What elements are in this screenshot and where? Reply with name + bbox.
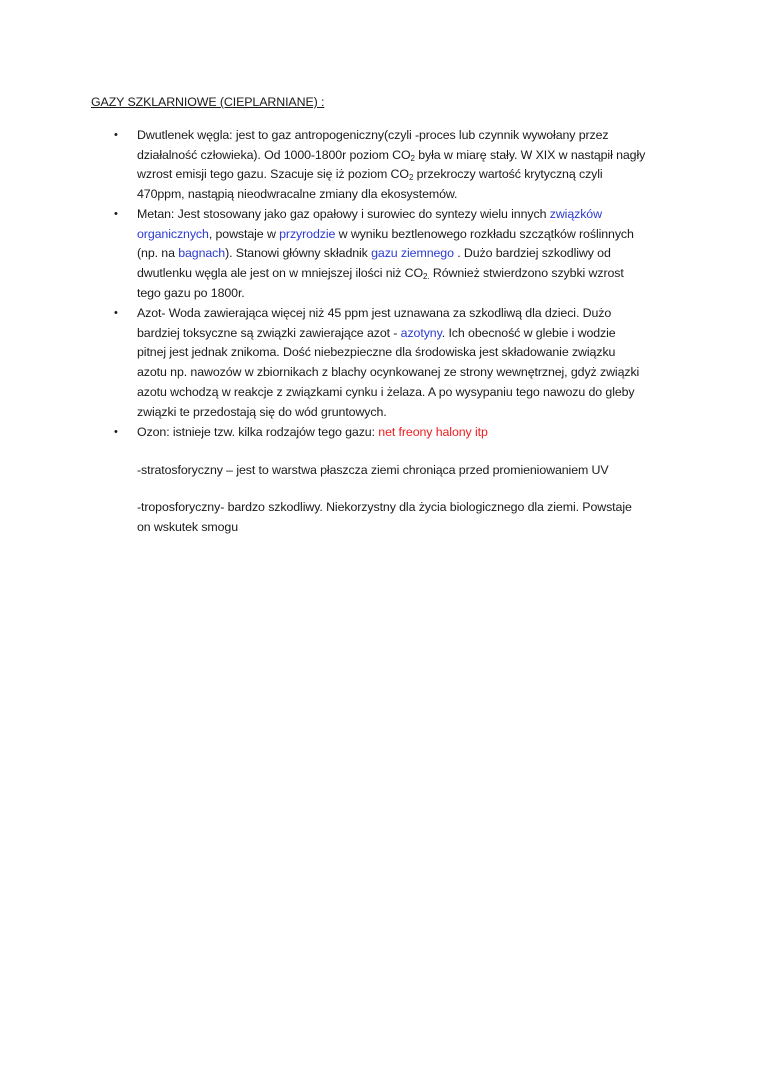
hyperlink[interactable]: gazu ziemnego xyxy=(371,246,454,261)
bullet-icon: • xyxy=(114,426,118,438)
text-line: działalność człowieka). Od 1000-1800r poziom $CO_2$ była w miarę stały. W XIX w nastąpił nagły xyxy=(137,147,646,163)
text-line: pitnej jest jednak znikoma. Dość niebezpieczne dla środowiska jest składowanie związku xyxy=(137,345,616,360)
text-line: tego gazu po 1800r. xyxy=(137,285,245,300)
subscript: 2 xyxy=(410,153,415,163)
text-line: wzrost emisji tego gazu. Szacuje się iż poziom $CO_2$ przekroczy wartość krytyczną czyli xyxy=(137,167,603,183)
hyperlink[interactable]: bagnach xyxy=(178,246,226,261)
hyperlink[interactable]: przyrodzie xyxy=(279,226,336,241)
bullet-icon: • xyxy=(114,129,118,141)
text-line: dwutlenku węgla ale jest on w mniejszej ilości niż $CO_{2.}$ Również stwierdzono szybki wzrost xyxy=(137,266,624,282)
subscript: 2. xyxy=(423,272,430,282)
bullet-icon: • xyxy=(114,307,118,319)
text-line: -troposforyczny- bardzo szkodliwy. Niekorzystny dla życia biologicznego dla ziemi. Powstaje xyxy=(137,500,632,514)
text-line: 470ppm, nastąpią nieodwracalne zmiany dla ekosystemów. xyxy=(137,187,458,202)
bullet-icon: • xyxy=(114,208,118,220)
document-title: GAZY SZKLARNIOWE (CIEPLARNIANE) : xyxy=(91,95,325,109)
text-line: organicznych, powstaje w przyrodzie w wyniku beztlenowego rozkładu szczątków roślinnych xyxy=(137,226,634,241)
text-line: -stratosforyczny – jest to warstwa płaszcza ziemi chroniąca przed promieniowaniem UV xyxy=(137,463,609,477)
subscript: 2 xyxy=(408,173,414,183)
text-line: Azot- Woda zawierająca więcej niż 45 ppm jest uznawana za szkodliwą dla dzieci. Dużo xyxy=(137,306,612,320)
text-line: Metan: Jest stosowany jako gaz opałowy i surowiec do syntezy wielu innych związków xyxy=(137,207,602,221)
red-note: net freony halony itp xyxy=(378,425,488,439)
text-line: on wskutek smogu xyxy=(137,519,239,534)
text-line: bardziej toksyczne są związki zawierające azot - azotyny. Ich obecność w glebie i wodzie xyxy=(137,325,616,340)
text-line: Dwutlenek węgla: jest to gaz antropogeniczny(czyli -proces lub czynnik wywołany przez xyxy=(137,128,609,142)
text-line: związki te przedostają się do wód gruntowych. xyxy=(137,404,387,419)
paragraph-troposforyczny xyxy=(137,498,632,537)
text-line: azotu np. nawozów w zbiornikach z blachy ocynkowanej ze strony wewnętrznej, gdyż związki xyxy=(137,365,640,380)
text-line: azotu wchodzą w reakcje z związkami cynku i żelaza. A po wysypaniu tego nawozu do gleby xyxy=(137,384,635,399)
paragraph-stratosforyczny xyxy=(137,461,609,481)
hyperlink[interactable]: azotyny xyxy=(400,325,442,340)
text-line: (np. na bagnach). Stanowi główny składnik gazu ziemnego . Dużo bardziej szkodliwy od xyxy=(137,246,611,261)
hyperlink[interactable]: związków xyxy=(549,207,602,221)
hyperlink[interactable]: organicznych xyxy=(137,226,209,241)
text-line: Ozon: istnieje tzw. kilka rodzajów tego gazu: net freony halony itp xyxy=(137,425,488,439)
